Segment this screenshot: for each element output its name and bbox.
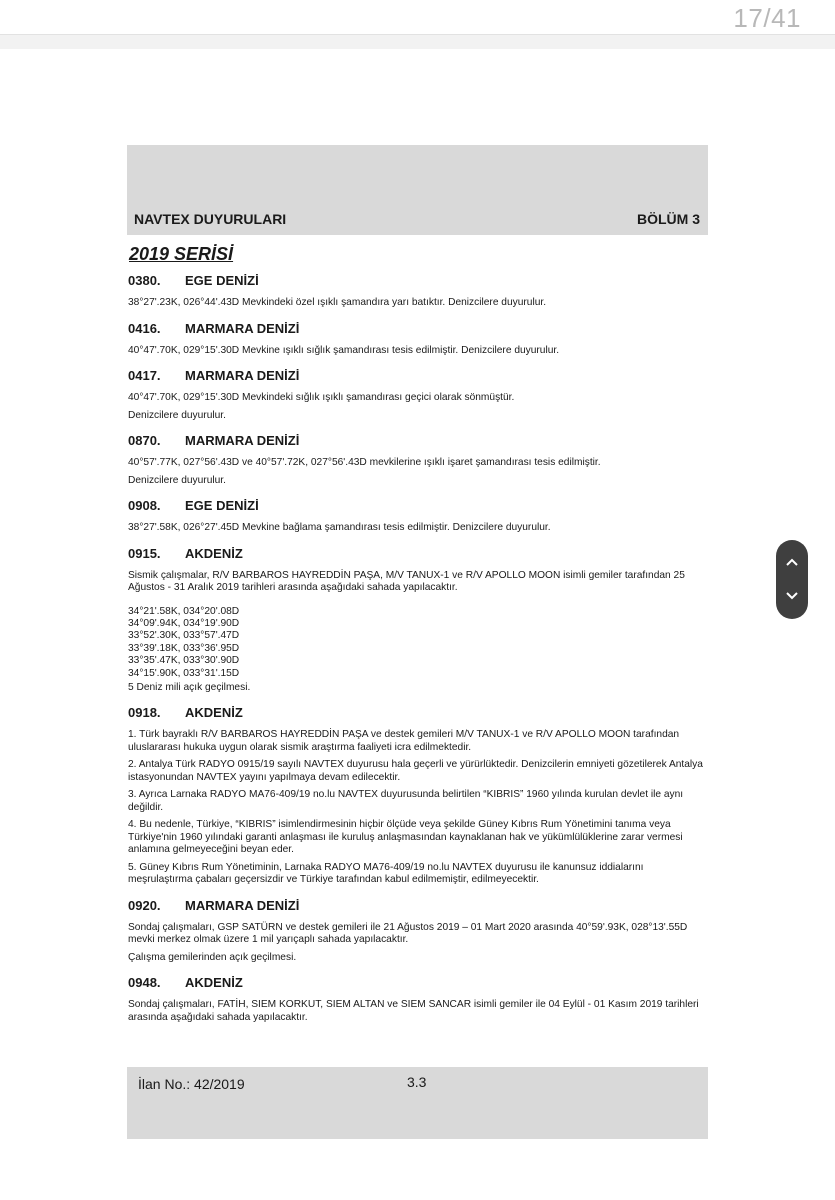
chevron-up-icon [785, 557, 799, 567]
notice-heading [128, 546, 703, 561]
notice-number: İlan No.: 42/2019 [138, 1076, 245, 1092]
viewer-divider [0, 34, 835, 49]
notice-item [128, 321, 703, 369]
notice-text: 38°27'.23K, 026°44'.43D Mevkindeki özel ışıklı şamandıra yarı batıktır. Denizcilere duyurulur. [128, 297, 547, 308]
notice-text: Sismik çalışmalar, R/V BARBAROS HAYREDDİN PAŞA, M/V TANUX-1 ve R/V APOLLO MOON isimli gemiler tarafından 25 Ağustos - 31 Aralık 2019 tarihleri arasında aşağıdaki sahada yapılacaktır. [128, 569, 685, 593]
notice-heading [128, 321, 703, 336]
notice-text: 4. Bu nedenle, Türkiye, “KIBRIS” isimlendirmesinin hiçbir ölçüde veya şekilde Güney Kıbrıs Rum Yönetimini tanıma veya Türkiye'nin 1960 yılındaki garanti anlaşması ile kuruluş anlaşmasından kaynaklanan hak ve yükümlülüklerine zarar vermesi anlamına gelmeyeceğini beyan eder. [128, 819, 683, 856]
coordinate-line: 33°35'.47K, 033°30'.90D [128, 655, 240, 667]
notice-text: 3. Ayrıca Larnaka RADYO MA76-409/19 no.lu NAVTEX duyurusunda belirtilen “KIBRIS” 1960 yılında kurulan devlet ile aynı değildir. [128, 789, 684, 813]
notice-text: 5. Güney Kıbrıs Rum Yönetiminin, Larnaka RADYO MA76-409/19 no.lu NAVTEX duyurusu ile kanunsuz iddialarını meşrulaştırma çabaları geçersizdir ve Türkiye tarafından kabul edilmemiştir, edilmeyecektir. [128, 861, 644, 886]
viewer-topbar [0, 0, 835, 34]
notice-text: Çalışma gemilerinden açık geçilmesi. [128, 951, 297, 963]
notice-number: 0918. [128, 705, 161, 721]
coordinate-line: 34°21'.58K, 034°20'.08D [128, 605, 240, 617]
notice-number: 0908. [128, 498, 161, 513]
notice-text: Denizcilere duyurulur. [128, 409, 226, 421]
coordinate-line: 33°52'.30K, 033°57'.47D [128, 630, 240, 642]
notice-text: 38°27'.58K, 026°27'.45D Mevkine bağlama şamandırası tesis edilmiştir. Denizcilere duyurulur. [128, 522, 551, 533]
notice-text: 2. Antalya Türk RADYO 0915/19 sayılı NAVTEX duyurusu hala geçerli ve yürürlüktedir. Denizcilerin emniyeti gözetilerek Antalya istasyonundan NAVTEX yayını yapılmaya devam edilecektir. [128, 759, 703, 783]
header-section: BÖLÜM 3 [637, 211, 700, 227]
coordinate-line: 34°15'.90K, 033°31'.15D [128, 667, 240, 679]
page-counter: 17/41 [733, 3, 801, 33]
notice-text: 40°47'.70K, 029°15'.30D Mevkindeki sığlık ışıklı şamandırası geçici olarak sönmüştür. [128, 392, 515, 403]
page-scroll-control [776, 540, 808, 619]
notice-number: 0380. [128, 273, 161, 288]
notice-item [128, 546, 703, 706]
notice-title: MARMARA DENİZİ [185, 368, 300, 383]
notice-item [128, 705, 703, 898]
coordinate-line: 34°09'.94K, 034°19'.90D [128, 617, 240, 629]
notice-item [128, 898, 703, 976]
notice-title: MARMARA DENİZİ [185, 897, 300, 913]
chevron-down-icon [785, 591, 799, 601]
header-title: NAVTEX DUYURULARI [134, 211, 287, 227]
series-title: 2019 SERİSİ [129, 244, 234, 264]
notice-number: 0920. [128, 897, 161, 913]
coordinate-line: 33°39'.18K, 033°36'.95D [128, 642, 240, 654]
notice-item [128, 498, 703, 546]
notice-title: EGE DENİZİ [185, 273, 259, 288]
scroll-down-button[interactable] [776, 578, 808, 614]
notice-title: AKDENİZ [185, 705, 243, 721]
document-footer [127, 1067, 708, 1139]
notice-item [128, 368, 703, 433]
notice-heading [128, 368, 703, 383]
notice-title: AKDENİZ [185, 975, 243, 991]
notice-item [128, 273, 703, 321]
notice-number: 0915. [128, 545, 161, 561]
notice-heading [128, 273, 703, 288]
notice-text: Sondaj çalışmaları, GSP SATÜRN ve destek gemileri ile 21 Ağustos 2019 – 01 Mart 2020 arasında 40°59'.93K, 028°13'.55D mevki merkez olmak üzere 1 mil yarıçaplı sahada yapılacaktır. [128, 921, 688, 946]
notice-number: 0417. [128, 368, 161, 383]
notice-text: Sondaj çalışmaları, FATİH, SIEM KORKUT, SIEM ALTAN ve SIEM SANCAR isimli gemiler ile 04 Eylül - 01 Kasım 2019 tarihleri arasında aşağıdaki sahada yapılacaktır. [128, 999, 699, 1023]
document-header [127, 145, 708, 235]
notice-heading [128, 498, 703, 513]
notice-number: 0948. [128, 975, 161, 991]
notice-title: EGE DENİZİ [185, 498, 259, 513]
notice-heading [128, 898, 703, 913]
notice-heading [128, 433, 703, 448]
notice-item [128, 433, 703, 498]
notice-number: 0870. [128, 433, 161, 448]
notices-list [128, 273, 703, 1035]
notice-text: 1. Türk bayraklı R/V BARBAROS HAYREDDİN PAŞA ve destek gemileri M/V TANUX-1 ve R/V APOLLO MOON tarafından uluslararası hukuka uygun olarak sismik araştırma faaliyeti icra edilmektedir. [128, 729, 680, 753]
scroll-up-button[interactable] [776, 544, 808, 580]
notice-title: MARMARA DENİZİ [185, 320, 300, 336]
notice-text: 40°57'.77K, 027°56'.43D ve 40°57'.72K, 027°56'.43D mevkilerine ışıklı işaret şamandırası tesis edilmiştir. [128, 457, 601, 468]
notice-number: 0416. [128, 320, 161, 336]
notice-item [128, 975, 703, 1035]
notice-heading [128, 975, 703, 990]
notice-title: AKDENİZ [185, 545, 243, 561]
notice-title: MARMARA DENİZİ [185, 433, 300, 448]
notice-heading [128, 705, 703, 720]
page-number: 3.3 [407, 1074, 427, 1090]
notice-text: Denizcilere duyurulur. [128, 474, 226, 486]
notice-text: 5 Deniz mili açık geçilmesi. [128, 681, 251, 693]
notice-text: 40°47'.70K, 029°15'.30D Mevkine ışıklı sığlık şamandırası tesis edilmiştir. Denizcilere duyurulur. [128, 344, 560, 356]
